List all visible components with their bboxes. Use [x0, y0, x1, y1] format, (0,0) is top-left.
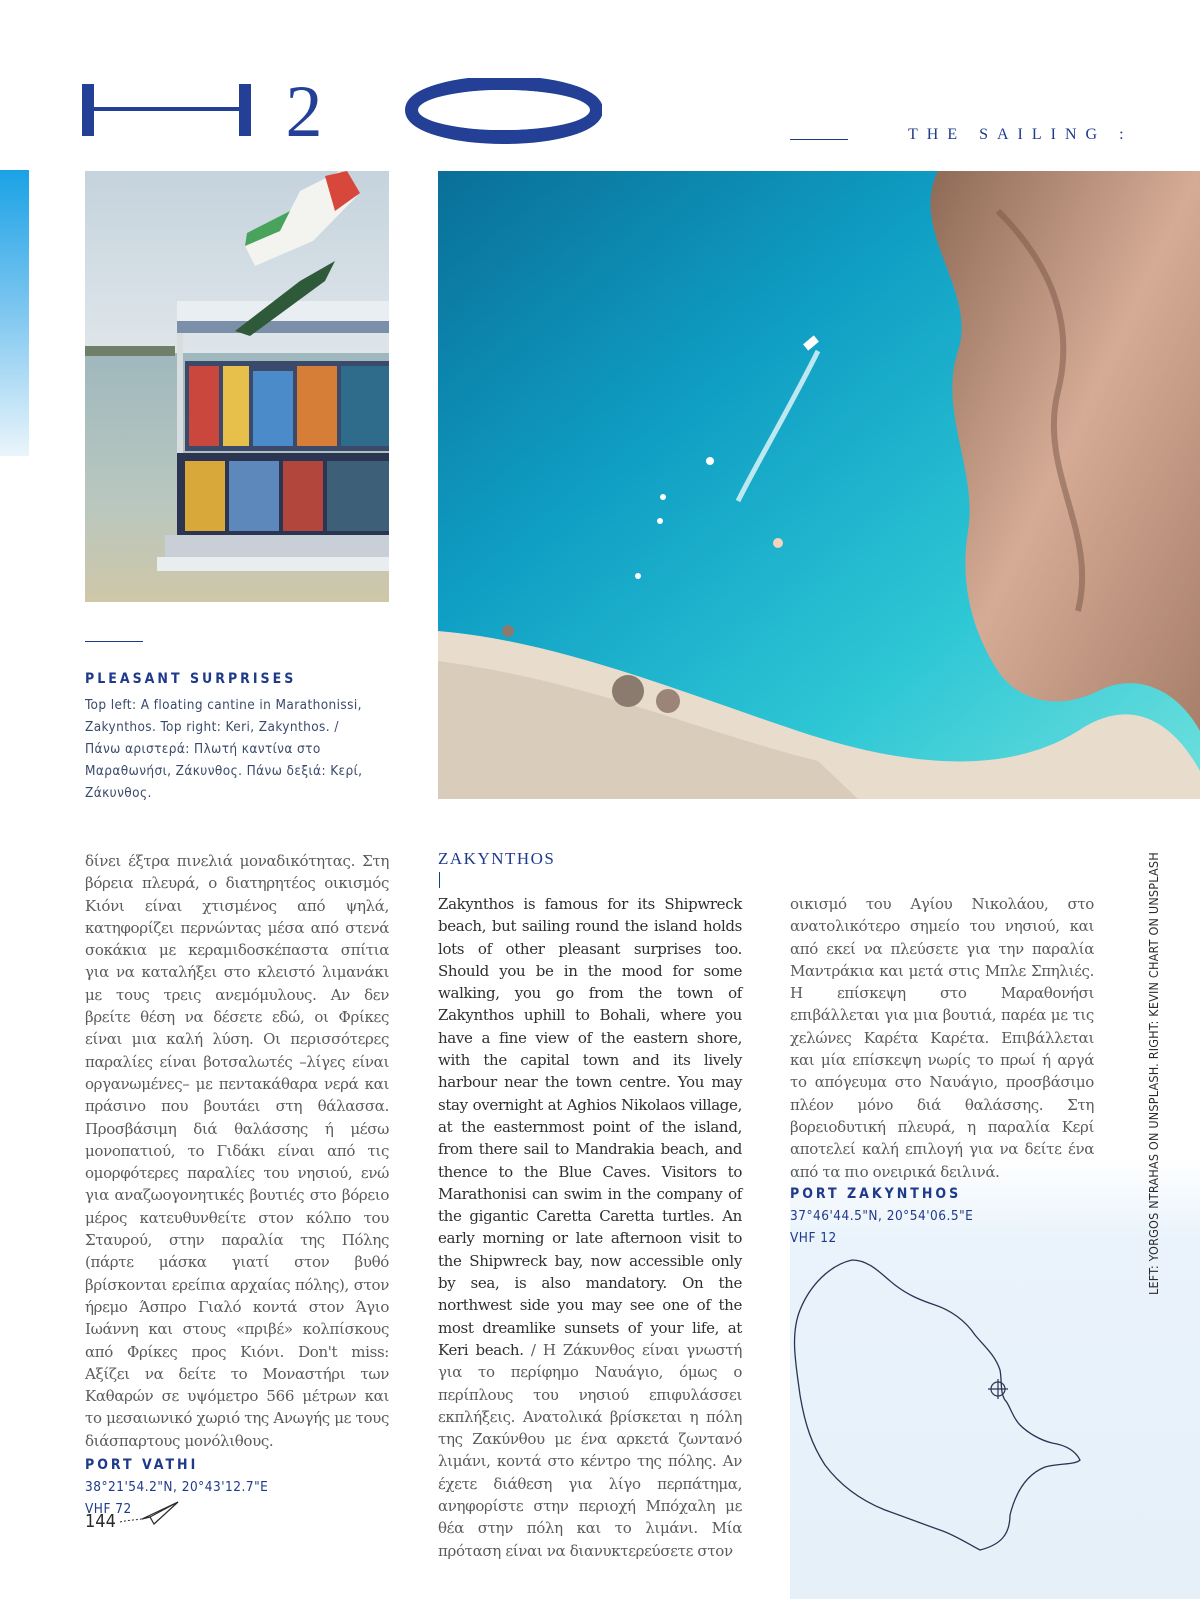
- masthead-logo: [82, 78, 602, 146]
- column-1: [85, 850, 389, 1520]
- section-rule: [790, 139, 848, 140]
- article-heading: ZAKYNTHOS: [438, 849, 556, 868]
- caption-title: PLEASANT SURPRISES: [85, 671, 297, 687]
- column-2-text-en: Zakynthos is famous for its Shipwreck beach, but sailing round the island holds lots of other pleasant surprises too. Should you be in the mood for some walking, you go from the town of Zakynthos uphill to Bohali, where you have a fine view of the eastern shore, with the capital town and its lively harbour near the town centre. You may stay overnight at Aghios Nikolaos village, at the easternmost point of the island, from there sail to Mandrakia beach, and thence to the Blue Caves. Visitors to Marathonisi can swim in the company of the gigantic Caretta Caretta turtles. An early morning or late afternoon visit to the Shipwreck bay, now accessible only by sea, is also mandatory. On the northwest side you may see one of the most dreamlike sunsets of your life, at Keri beach.: [438, 895, 742, 1359]
- page-number: 144: [85, 1511, 116, 1532]
- port-vathi-vhf: VHF 72: [85, 1501, 132, 1518]
- svg-text:2: 2: [285, 78, 323, 146]
- port-vathi-name: PORT VATHI: [85, 1457, 199, 1474]
- column-1-text: δίνει έξτρα πινελιά μοναδικότητας. Στη βόρεια πλευρά, ο διατηρητέος οικισμός Κιόνι είναι χτισμένος από ψηλά, κατηφορίζει περνώντας μέσα από στενά σοκάκια με κεραμιδοσκέπαστα σπίτια για να καταλήξει στο κλειστό λιμανάκι με τους τρεις ανεμόμυλους. Αν δεν βρείτε θέση να δέσετε εδώ, οι Φρίκες είναι μια καλή λύση. Οι περισσότερες παραλίες είναι βοτσαλωτές –λίγες είναι οργανωμένες– με πεντακάθαρα νερά και πράσινο που βουτάει στη θάλασσα. Προσβάσιμη διά θαλάσσης ή μέσω μονοπατιού, το Γιδάκι είναι από τις ομορφότερες παραλίες του νησιού, ενώ για αναζωογονητικές βουτιές στο βόρειο μέρος κατευθυνθείτε στον κόλπο του Σταυρού, στην παραλία της Πόλης (πάρτε μάσκα γιατί στον βυθό βρίσκονται ερείπια αρχαίας πόλης), στον ήρεμο Άσπρο Γιαλό κοντά στον Άγιο Ιωάννη και στους «πριβέ» κολπίσκους από Φρίκες προς Κιόνι. Don't miss: Αξίζει να δείτε το Μοναστήρι των Καθαρών σε υψόμετρο 566 μέτρων και το μεσαιωνικό χωριό της Ανωγής με τους διάσπαρτους μονόλιθους.: [85, 852, 389, 1450]
- caption-text-gr: / Πάνω αριστερά: Πλωτή καντίνα στο Μαραθωνήσι, Ζάκυνθος. Πάνω δεξιά: Κερί, Ζάκυνθος.: [85, 719, 363, 801]
- port-zakynthos-name: PORT ZAKYNTHOS: [790, 1185, 962, 1202]
- crosshair-marker-icon: [988, 1379, 1008, 1399]
- port-zakynthos-coords: 37°46'44.5"N, 20°54'06.5"E: [790, 1207, 974, 1224]
- caption-text: [85, 694, 365, 804]
- caption-text-en: Top left: A floating cantine in Marathonissi, Zakynthos. Top right: Keri, Zakynthos.: [85, 697, 362, 735]
- caption-rule: [85, 641, 143, 642]
- port-zakynthos: [790, 1183, 1094, 1249]
- accent-strip: [0, 170, 29, 456]
- heading-bar: [439, 872, 440, 888]
- column-2-text-gr: / Η Ζάκυνθος είναι γνωστή για το περίφημο Ναυάγιο, όμως ο περίπλους του νησιού επιφυλάσσει εκπλήξεις. Ανατολικά βρίσκεται η πόλη της Ζακύνθου με ένα αρκετά ζωντανό λιμάνι, κοντά στο κέντρο της πόλης. Αν έχετε διάθεση για λίγο περπάτημα, ανηφορίστε στην περιοχή Μπόχαλη με θέα στην πόλη και το λιμάνι. Μία πρόταση είναι να διανυκτερεύσετε στον: [438, 1340, 742, 1560]
- photo-keri-aerial: [438, 171, 1200, 799]
- port-zakynthos-vhf: VHF 12: [790, 1229, 837, 1246]
- section-label: THE SAILING :: [908, 126, 1133, 143]
- photo-floating-cantine: [85, 171, 389, 602]
- column-3: [790, 893, 1094, 1249]
- zakynthos-map: [790, 1255, 1100, 1555]
- column-2: [438, 893, 742, 1562]
- port-vathi-coords: 38°21'54.2"N, 20°43'12.7"E: [85, 1479, 269, 1496]
- paper-plane-icon: [114, 1500, 180, 1530]
- photo-credit: LEFT: YORGOS NTRAHAS ON UNSPLASH. RIGHT: KEVIN CHART ON UNSPLASH: [1146, 852, 1161, 1295]
- column-3-text: οικισμό του Αγίου Νικολάου, στο ανατολικότερο σημείο του νησιού, και από εκεί να πλεύσετε για την παραλία Μαντράκια και μετά στις Μπλε Σπηλιές. Η επίσκεψη στο Μαραθονήσι επιβάλλεται για μια βουτιά, παρέα με τις χελώνες Καρέτα Καρέτα. Επιβάλλεται και μία επίσκεψη νωρίς το πρωί ή αργά το απόγευμα στο Ναυάγιο, προσβάσιμο πλέον μόνο διά θαλάσσης. Στη βορειοδυτική πλευρά, η παραλία Κερί αποτελεί καλή επιλογή για να δείτε ένα από τα πιο ονειρικά δειλινά.: [790, 895, 1094, 1181]
